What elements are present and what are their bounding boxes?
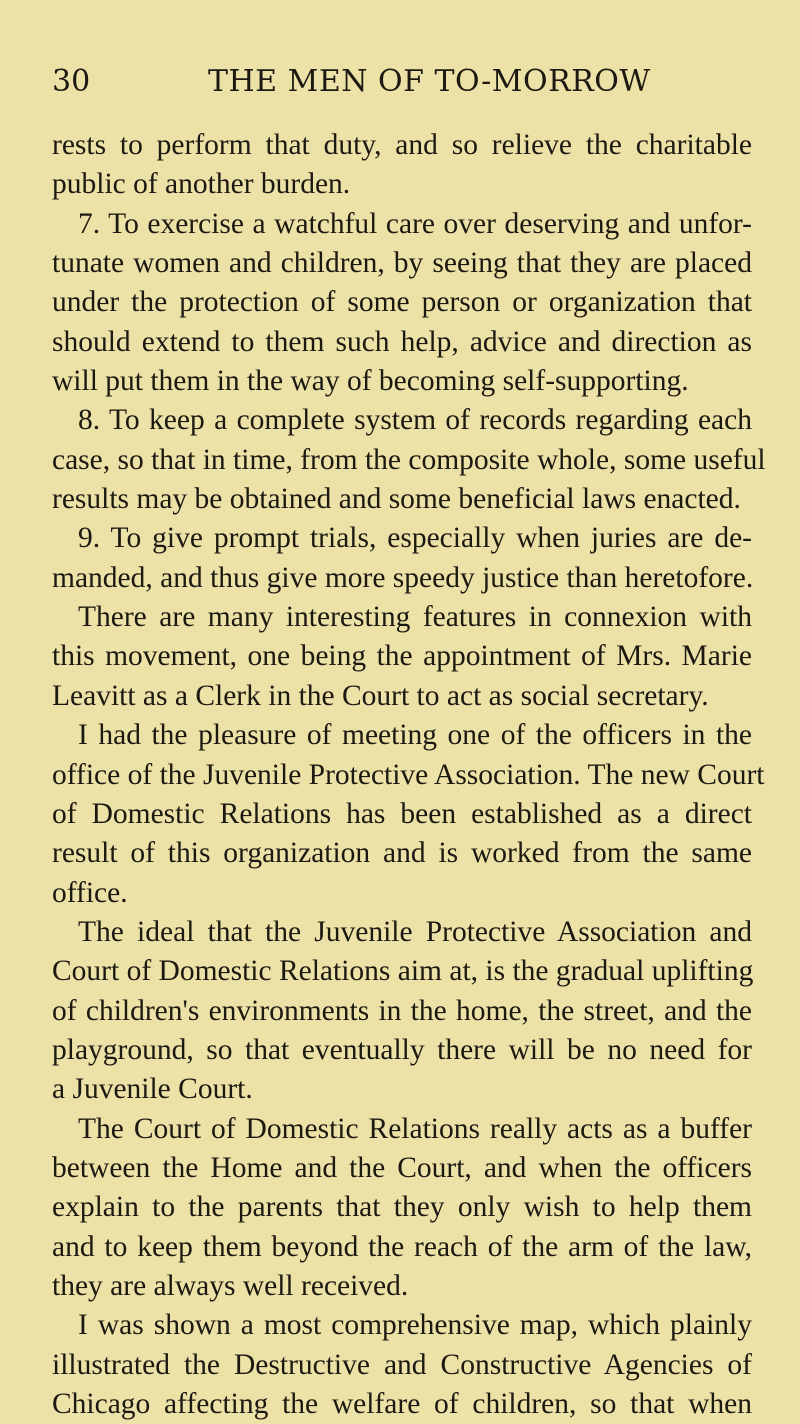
text-line: between the Home and the Court, and when the officers [52,1151,752,1184]
text-line: rests to perform that duty, and so relieve the charitable [52,129,752,161]
text-line: I had the pleasure of meeting one of the officers in the [78,719,752,752]
text-line: manded, and thus give more speedy justice than heretofore. [52,561,754,594]
text-line: The Court of Domestic Relations really acts as a buffer [78,1112,752,1145]
text-line: office. [52,876,128,909]
text-line: There are many interesting features in connexion with [78,601,752,634]
text-line: results may be obtained and some beneficial laws enacted. [52,483,741,516]
text-line: Court of Domestic Relations aim at, is the gradual uplifting [52,955,754,988]
text-line: of Domestic Relations has been established as a direct [52,797,752,830]
running-head: THE MEN OF TO-MORROW [208,64,651,99]
text-line: Leavitt as a Clerk in the Court to act as social secretary. [52,679,709,712]
text-line: illustrated the Destructive and Constructive Agencies of [52,1348,752,1381]
text-line: case, so that in time, from the composite whole, some useful [52,443,766,476]
text-line: explain to the parents that they only wish to help them [52,1191,752,1224]
text-line: under the protection of some person or organization that [52,286,752,319]
text-line: I was shown a most comprehensive map, which plainly [78,1309,752,1342]
text-line: office of the Juvenile Protective Association. The new Court [52,758,765,791]
body-text [52,126,766,1424]
text-line: of children's environments in the home, the street, and the [52,994,752,1027]
text-line: playground, so that eventually there will be no need for [52,1033,752,1066]
text-line: and to keep them beyond the reach of the arm of the law, [52,1230,752,1263]
text-line: this movement, one being the appointment of Mrs. Marie [52,640,752,673]
text-line: 7. To exercise a watchful care over deserving and unfor- [78,207,752,240]
text-line: public of another burden. [52,168,351,201]
text-line: The ideal that the Juvenile Protective Association and [78,915,752,948]
text-line: 8. To keep a complete system of records regarding each [78,404,752,437]
text-line: 9. To give prompt trials, especially when juries are de- [78,522,752,555]
page-header [52,62,752,102]
text-line: should extend to them such help, advice and direction as [52,325,752,358]
text-line: will put them in the way of becoming self-supporting. [52,365,689,398]
page-number: 30 [52,64,91,99]
text-line: result of this organization and is worked from the same [52,837,752,870]
text-line: Chicago affecting the welfare of children, so that when [52,1388,752,1420]
text-line: they are always well received. [52,1269,409,1302]
text-line: a Juvenile Court. [52,1073,253,1106]
text-line: tunate women and children, by seeing that they are placed [52,247,752,280]
